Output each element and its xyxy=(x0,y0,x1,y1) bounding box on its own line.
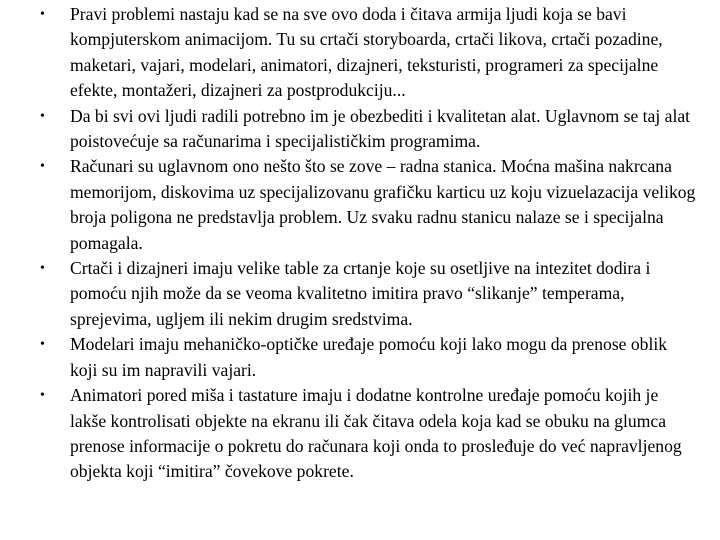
bullet-item-4 xyxy=(40,256,696,332)
bullet-text: Pravi problemi nastaju kad se na sve ovo doda i čitava armija ljudi koja se bavi kompjuterskom animacijom. Tu su crtači storyboarda, crtači likova, crtači pozadine, maketari, vajari, modelari, animatori, dizajneri, teksturisti, programeri za specijalne efekte, montažeri, dizajneri za postprodukciju... xyxy=(70,4,663,101)
bullet-text: Crtači i dizajneri imaju velike table za crtanje koje su osetljive na intezitet dodira i pomoću njih može da se veoma kvalitetno imitira pravo “slikanje” temperama, sprejevima, ugljem ili nekim drugim sredstvima. xyxy=(70,258,651,329)
bullet-text: Animatori pored miša i tastature imaju i dodatne kontrolne uređaje pomoću kojih je lakše kontrolisati objekte na ekranu ili čak čitava odela koja kad se obuku na glumca prenose informacije o pokretu do računara koji onda to prosleđuje do već napravljenog objekta koji “imitira” čovekove pokrete. xyxy=(70,385,682,482)
bullet-icon: • xyxy=(40,108,45,124)
bullet-item-1 xyxy=(40,2,696,104)
bullet-icon: • xyxy=(40,261,45,277)
bullet-icon: • xyxy=(40,337,45,353)
bullet-text: Modelari imaju mehaničko-optičke uređaje pomoću koji lako mogu da prenose oblik koji su im napravili vajari. xyxy=(70,334,668,380)
bullet-list xyxy=(40,2,696,485)
bullet-item-2 xyxy=(40,104,696,155)
bullet-text: Da bi svi ovi ljudi radili potrebno im je obezbediti i kvalitetan alat. Uglavnom se taj alat poistovećuje sa računarima i specijalističkim programima. xyxy=(70,105,691,152)
bullet-icon: • xyxy=(40,7,45,22)
bullet-item-5 xyxy=(40,332,696,383)
bullet-item-6 xyxy=(40,383,696,485)
bullet-item-3 xyxy=(40,154,696,256)
bullet-text: Računari su uglavnom ono nešto što se zove – radna stanica. Moćna mašina nakrcana memorijom, diskovima uz specijalizovanu grafičku karticu uz koju vizuelazacija velikog broja poligona ne predstavlja problem. Uz svaku radnu stanicu nalaze se i specijalna pomagala. xyxy=(70,156,696,253)
bullet-icon: • xyxy=(40,159,45,175)
bullet-icon: • xyxy=(40,388,45,404)
